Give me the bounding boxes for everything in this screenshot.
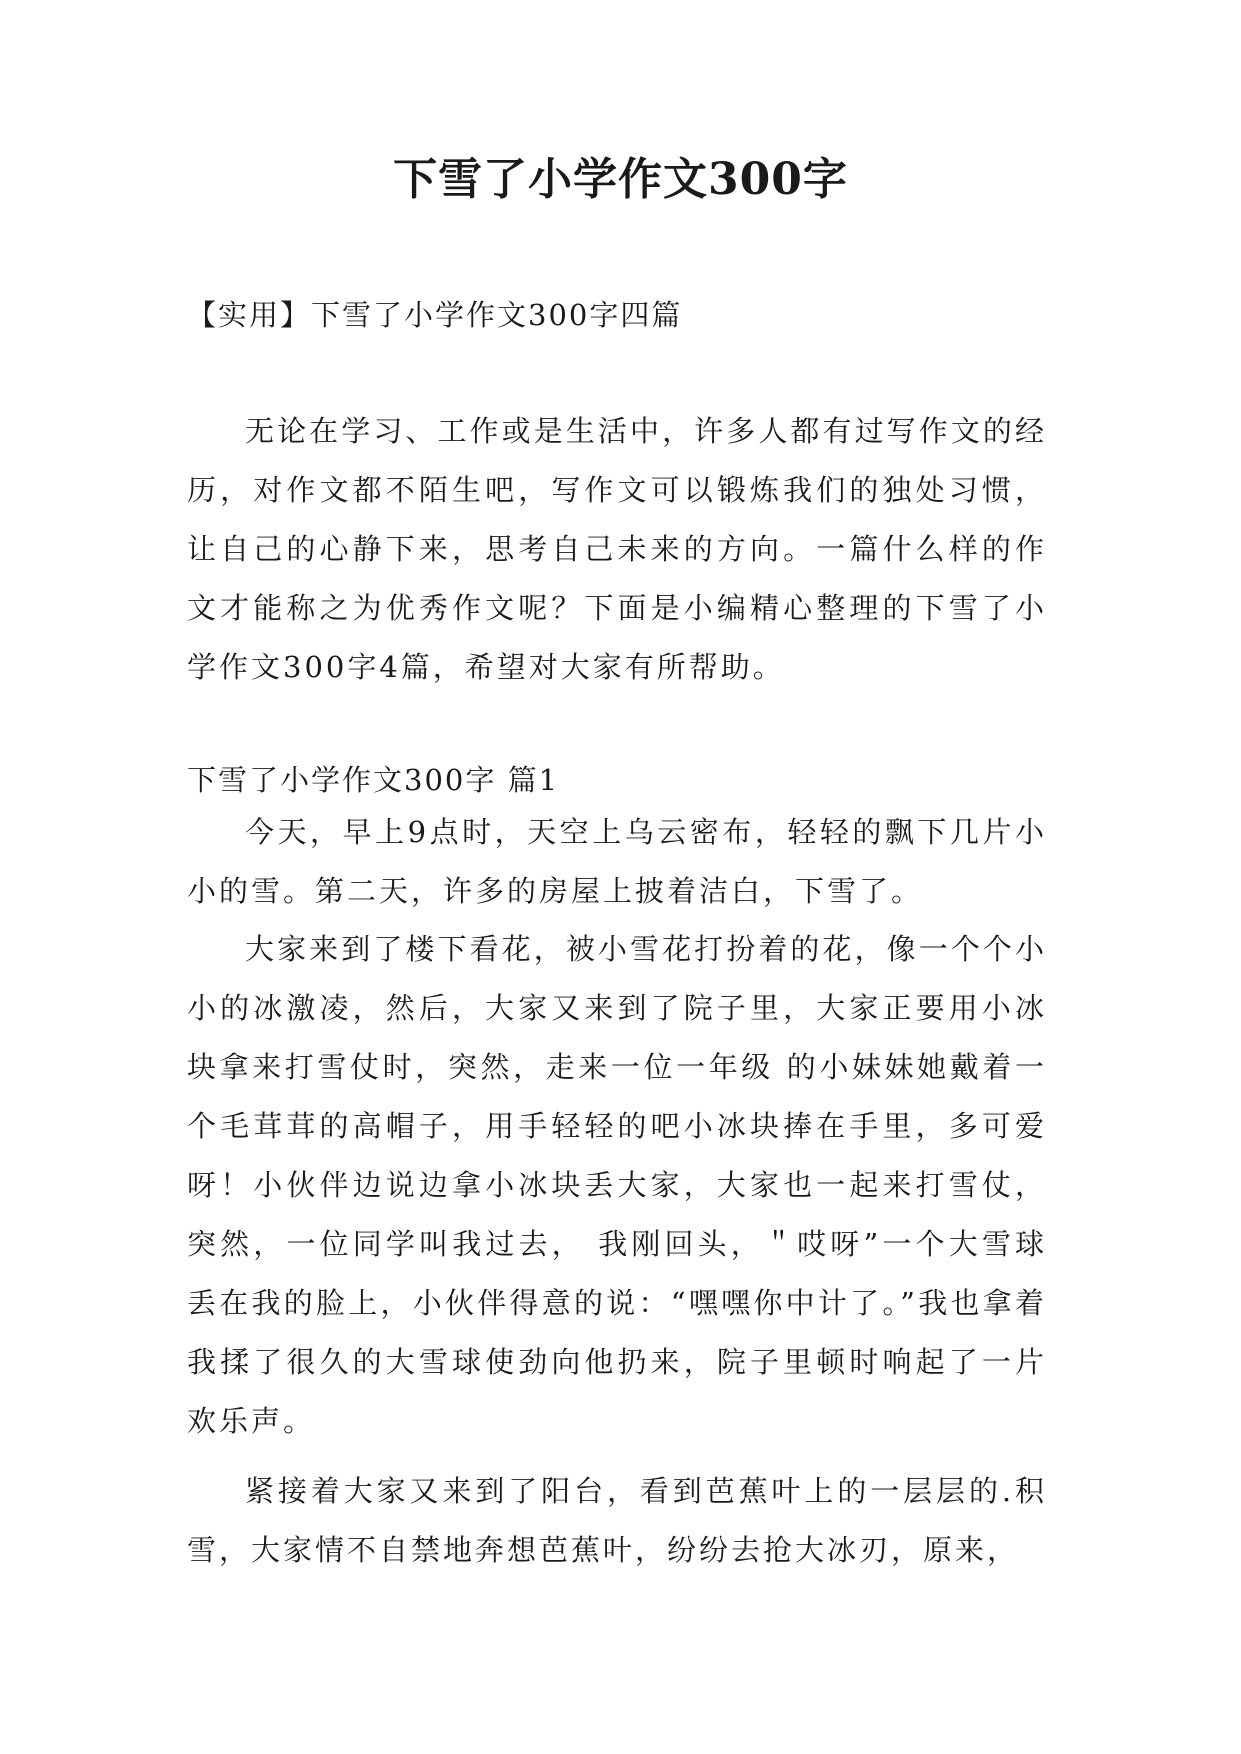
body-paragraph-2: 大家来到了楼下看花，被小雪花打扮着的花，像一个个小小的冰激凌，然后，大家又来到了院子里，大家正要用小冰块拿来打雪仗时，突然，走来一位一年级 的小妹妹她戴着一个毛茸茸的高帽子，用手轻轻的吧小冰块捧在手里，多可爱呀！小伙伴边说边拿小冰块丢大家，大家也一起来打雪仗，突然，一位同学叫我过去， 我刚回头，＂哎呀”一个大雪球丢在我的脸上，小伙伴得意的说：“嘿嘿你中计了。”我也拿着我揉了很久的大雪球使劲向他扔来，院子里顿时响起了一片欢乐声。	[187, 932, 1047, 1438]
body-paragraph-1: 今天，早上9点时，天空上乌云密布，轻轻的飘下几片小小的雪。第二天，许多的房屋上披着洁白，下雪了。	[187, 815, 1047, 908]
document-title: 下雪了小学作文300字	[393, 154, 848, 205]
document-subtitle: 【实用】下雪了小学作文300字四篇	[187, 298, 683, 332]
body-paragraph-3: 紧接着大家又来到了阳台，看到芭蕉叶上的一层层的.积雪，大家情不自禁地奔想芭蕉叶，纷纷去抢大冰刃，原来，	[187, 1474, 1047, 1567]
section-heading: 下雪了小学作文300字 篇1	[187, 763, 560, 797]
intro-paragraph: 无论在学习、工作或是生活中，许多人都有过写作文的经历，对作文都不陌生吧，写作文可以锻炼我们的独处习惯，让自己的心静下来，思考自己未来的方向。一篇什么样的作文才能称之为优秀作文呢？下面是小编精心整理的下雪了小学作文300字4篇，希望对大家有所帮助。	[187, 414, 1047, 684]
